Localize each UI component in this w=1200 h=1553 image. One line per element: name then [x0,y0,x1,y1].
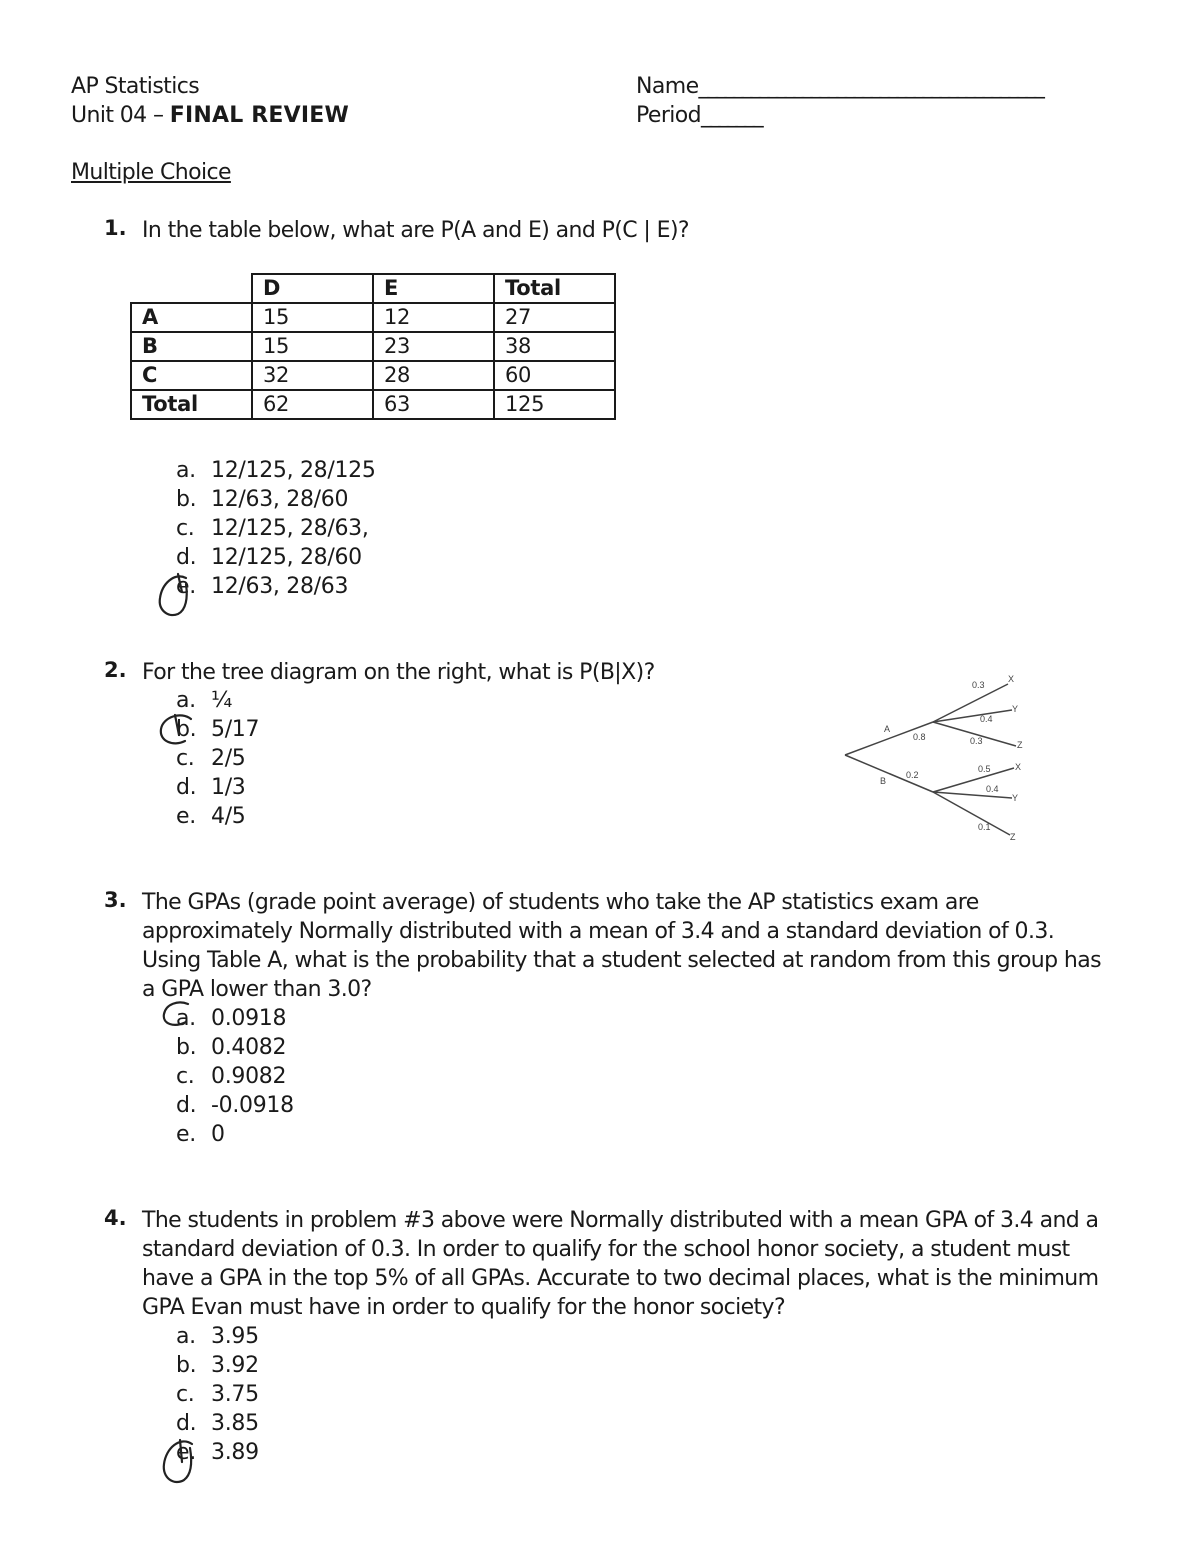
choice-label: e. [176,804,196,829]
choice-label: c. [176,516,195,541]
tree-prob-b-x: 0.5 [978,764,991,774]
question-text: In the table below, what are P(A and E) and P(C | E)? [142,218,690,243]
table-cell: 60 [494,361,615,390]
table-row-label: B [131,332,252,361]
table-row [131,361,615,390]
unit-prefix: Unit 04 – [71,103,170,128]
choice-label: a. [176,1006,196,1031]
question-number: 1. [104,216,127,240]
choice-text: 5/17 [211,717,260,742]
tree-branch-b-y [933,792,1012,798]
answer-choice[interactable] [176,1380,259,1409]
table-cell: 15 [252,303,373,332]
choice-label: d. [176,545,197,570]
choice-label: a. [176,1324,196,1349]
tree-prob-b-y: 0.4 [986,784,999,794]
choice-label: b. [176,487,197,512]
table-cell: 12 [373,303,494,332]
choice-text: 3.89 [211,1440,259,1465]
table-row [131,332,615,361]
tree-label-b: B [880,776,887,786]
question-number: 2. [104,658,127,682]
question-text: For the tree diagram on the right, what is P(B|X)? [142,660,655,685]
choice-text: 2/5 [211,746,246,771]
choice-label: d. [176,775,197,800]
tree-diagram [840,670,1040,845]
choice-text: 0 [211,1122,225,1147]
answer-choice[interactable] [176,456,376,485]
tree-outcome-b-z: Z [1010,832,1016,842]
choice-text: 3.75 [211,1382,259,1407]
table-cell: 38 [494,332,615,361]
tree-outcome-b-x: X [1015,762,1022,772]
choice-label: e. [176,574,196,599]
table-header-cell: E [373,274,494,303]
choice-label: b. [176,717,197,742]
tree-branch-b [845,755,933,792]
choice-text: 0.4082 [211,1035,287,1060]
choice-label: b. [176,1035,197,1060]
choice-label: c. [176,1064,195,1089]
tree-outcome-a-x: X [1008,674,1015,684]
section-title: Multiple Choice [71,160,231,185]
choice-text: 1/3 [211,775,246,800]
table-row-label: Total [131,390,252,419]
tree-prob-b-z: 0.1 [978,822,991,832]
table-row-label: C [131,361,252,390]
unit-title [71,101,349,130]
name-field [636,72,1043,101]
choice-label: a. [176,458,196,483]
table-cell: 125 [494,390,615,419]
question-number: 3. [104,888,127,912]
tree-prob-a-z: 0.3 [970,736,983,746]
table-cell: 23 [373,332,494,361]
contingency-table [130,273,616,420]
answer-choice[interactable] [176,485,376,514]
table-row [131,390,615,419]
period-label: Period [636,103,701,128]
tree-prob-a: 0.8 [913,732,926,742]
table-row-label: A [131,303,252,332]
answer-choice[interactable] [176,773,259,802]
tree-label-a: A [884,724,891,734]
choice-text: 3.95 [211,1324,259,1349]
answer-choice[interactable] [176,1033,294,1062]
choice-text: 12/63, 28/63 [211,574,349,599]
tree-outcome-a-y: Y [1012,704,1019,714]
answer-choices [176,686,259,831]
answer-choice[interactable] [176,572,376,601]
tree-prob-a-x: 0.3 [972,680,985,690]
choice-label: d. [176,1093,197,1118]
answer-choices [176,456,376,601]
table-header-row [131,274,615,303]
name-label: Name [636,74,699,99]
choice-text: 0.0918 [211,1006,287,1031]
answer-choice[interactable] [176,1322,259,1351]
answer-choice[interactable] [176,1351,259,1380]
table-cell: 32 [252,361,373,390]
choice-text: -0.0918 [211,1093,294,1118]
course-title: AP Statistics [71,74,200,99]
table-cell: 63 [373,390,494,419]
tree-prob-a-y: 0.4 [980,714,993,724]
tree-outcome-b-y: Y [1012,793,1019,803]
name-blank: ________________________________________ [698,74,1043,99]
choice-text: ¼ [211,688,233,713]
table-cell: 28 [373,361,494,390]
tree-outcome-a-z: Z [1017,740,1023,750]
choice-text: 12/63, 28/60 [211,487,349,512]
choice-text: 3.85 [211,1411,259,1436]
tree-branch-b-x [933,768,1014,792]
choice-text: 12/125, 28/63, [211,516,369,541]
answer-choice[interactable] [176,1091,294,1120]
answer-choice[interactable] [176,744,259,773]
answer-choice[interactable] [176,1062,294,1091]
handwritten-circle-mark [157,711,201,747]
handwritten-circle-mark [158,998,202,1032]
choice-label: a. [176,688,196,713]
period-field [636,101,761,130]
choice-label: e. [176,1122,196,1147]
choice-text: 4/5 [211,804,246,829]
table-corner-cell [131,274,252,303]
answer-choice[interactable] [176,514,376,543]
choice-text: 3.92 [211,1353,259,1378]
period-blank: _______ [701,103,762,128]
choice-text: 0.9082 [211,1064,287,1089]
table-cell: 15 [252,332,373,361]
table-header-cell: D [252,274,373,303]
choice-text: 12/125, 28/60 [211,545,362,570]
tree-branch-b-z [933,792,1010,835]
table-header-cell: Total [494,274,615,303]
table-row [131,303,615,332]
question-text: The students in problem #3 above were Normally distributed with a mean GPA of 3.4 and a standard deviation of 0.3. In order to qualify for the school honor society, a student must have a GPA in the top 5% of all GPAs. Accurate to two decimal places, what is the minimum GPA Evan must have in order to qualify for the honor society? [142,1208,1099,1320]
table-cell: 62 [252,390,373,419]
choice-label: b. [176,1353,197,1378]
unit-title-bold: FINAL REVIEW [169,103,349,128]
tree-prob-b: 0.2 [906,770,919,780]
handwritten-circle-mark [156,570,196,620]
answer-choice[interactable] [176,1120,294,1149]
table-cell: 27 [494,303,615,332]
question-number: 4. [104,1206,127,1230]
answer-choice[interactable] [176,802,259,831]
choice-label: c. [176,1382,195,1407]
choice-text: 12/125, 28/125 [211,458,376,483]
choice-label: d. [176,1411,197,1436]
handwritten-circle-mark [158,1434,202,1488]
choice-label: c. [176,746,195,771]
choice-label: e. [176,1440,196,1465]
answer-choice[interactable] [176,543,376,572]
question-text: The GPAs (grade point average) of students who take the AP statistics exam are approximately Normally distributed with a mean of 3.4 and a standard deviation of 0.3. Using Table A, what is the probability that a student selected at random from this group has a GPA lower than 3.0? [142,890,1101,1002]
